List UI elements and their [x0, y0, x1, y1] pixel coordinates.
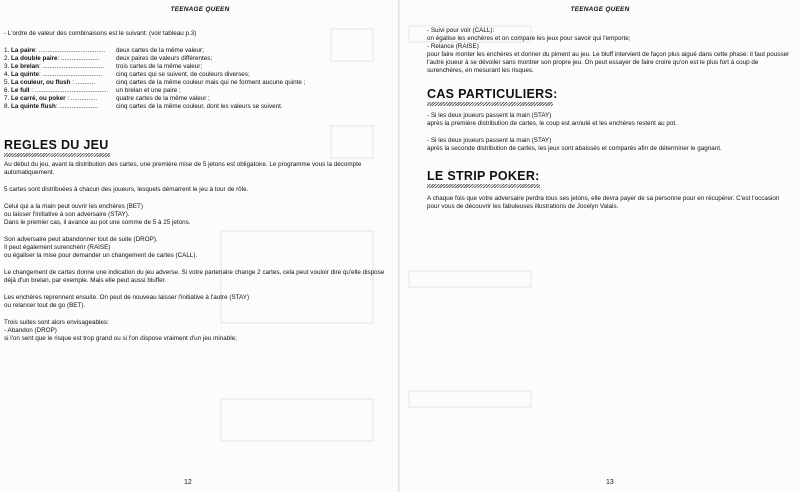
- section-cas-particuliers: [427, 87, 791, 106]
- combination-number: 8.: [4, 103, 12, 110]
- rules-paragraphs: [4, 161, 389, 343]
- paragraph: [4, 294, 389, 310]
- combination-number: 7.: [4, 95, 12, 102]
- combination-number: 4.: [4, 71, 12, 78]
- paragraph: [4, 236, 389, 260]
- combination-description: cinq cartes qui se suivent, de couleurs diverses;: [116, 71, 250, 78]
- combination-name: La paire: [11, 47, 36, 54]
- paragraph-line: Le changement de cartes donne une indication du jeu adverse. Si votre partenaire change 2 cartes, cela peut vouloir dire qu'elle dispose déjà d'un brelan, par exemple. Mais elle peut aussi bluffer.: [4, 269, 385, 284]
- paragraph-line: Il peut également surenchérir (RAISE): [4, 244, 111, 251]
- combination-name-cell: [4, 79, 116, 87]
- paragraph-line: Trois suites sont alors envisageables:: [4, 319, 109, 326]
- page-header: TEENAGE QUEEN: [170, 6, 230, 13]
- paragraph-line: - Si les deux joueurs passent la main (STAY): [427, 112, 552, 119]
- combination-name-cell: [4, 103, 116, 111]
- combination-leader: : ..................................: [39, 71, 102, 78]
- combination-number: 2.: [4, 55, 12, 62]
- combination-leader: : ...............: [65, 95, 98, 102]
- bleed-through-mark: [408, 390, 532, 408]
- combination-name: Le full: [11, 87, 30, 94]
- paragraph-line: 5 cartes sont distribuées à chacun des joueurs, lesquels démarrent le jeu à tour de rôle.: [4, 186, 249, 193]
- combination-name-cell: [4, 63, 116, 71]
- combination-name: La quinte flush: [11, 103, 56, 110]
- section-title: REGLES DU JEU: [4, 138, 109, 152]
- combination-name-cell: [4, 71, 116, 79]
- title-hatch-underline: [4, 153, 110, 157]
- combination-number: 1.: [4, 47, 12, 54]
- combination-list: [4, 47, 389, 111]
- paragraph: [427, 27, 791, 75]
- combination-leader: : ..........................................: [29, 87, 109, 94]
- combination-leader: : ...................................: [39, 63, 104, 70]
- paragraph-line: - Abandon (DROP): [4, 327, 57, 334]
- combination-description: quatre cartes de la même valeur ;: [116, 95, 210, 102]
- combination-leader: : ......................: [55, 103, 98, 110]
- paragraph-line: - Si les deux joueurs passent la main (STAY): [427, 137, 552, 144]
- page-header: TEENAGE QUEEN: [570, 6, 630, 13]
- combination-row: [4, 79, 389, 87]
- cas-particuliers-paragraphs: [427, 112, 791, 153]
- paragraph: [4, 161, 389, 177]
- combination-description: un brelan et une paire ;: [116, 87, 181, 94]
- combination-description: deux cartes de la même valeur;: [116, 47, 204, 54]
- right-page: [400, 0, 800, 492]
- combination-number: 5.: [4, 79, 12, 86]
- section-title: LE STRIP POKER:: [427, 169, 540, 183]
- paragraph-line: si l'on sent que le risque est trop grand ou si l'on dispose vraiment d'un jeu minable;: [4, 335, 237, 342]
- combos-intro: - L'ordre de valeur des combinaisons est le suivant: (voir tableau p.3): [4, 30, 197, 37]
- paragraph-line: Son adversaire peut abandonner tout de suite (DROP).: [4, 236, 158, 243]
- combination-row: [4, 47, 389, 55]
- combination-row: [4, 103, 389, 111]
- combination-number: 6.: [4, 87, 12, 94]
- section-strip-poker: [427, 169, 791, 188]
- paragraph-line: ou égaliser la mise pour demander un changement de cartes (CALL).: [4, 252, 198, 259]
- title-hatch-underline: [427, 102, 553, 106]
- combination-row: [4, 55, 389, 63]
- paragraph-line: pour faire monter les enchères et donner du piment au jeu. Le bluff intervient de façon plus aigué dans cette phase: il faut pousser l'autre joueur à se dévoiler sans montrer son propre jeu. On peut essayer de faire croire qu'on est le plus fort à coup de surenchères, en mesurant les risques.: [427, 51, 790, 74]
- combination-description: deux paires de valeurs différentes;: [116, 55, 213, 62]
- combination-description: cinq cartes de la même couleur, dont les valeurs se suivent.: [116, 103, 283, 110]
- combination-name: Le carré, ou poker: [11, 95, 66, 102]
- combination-name: La double paire: [11, 55, 58, 62]
- paragraph: [4, 319, 389, 343]
- combination-name: La quinte: [11, 71, 40, 78]
- combination-row: [4, 71, 389, 79]
- paragraph-line: Celui qui a la main peut ouvrir les enchères (BET): [4, 203, 143, 210]
- paragraph-line: - Suivi pour voir (CALL):: [427, 27, 495, 34]
- paragraph-line: on égalise les enchères et on compare les jeux pour savoir qui l'emporte;: [427, 35, 631, 42]
- combination-row: [4, 95, 389, 103]
- section-regles: [4, 138, 389, 157]
- paragraph-line: A chaque fois que votre adversaire perdra tous ses jetons, elle devra payer de sa personne pour en récupérer. C'est l'occasion pour vous de découvrir les fabuleuses illustrations de Jocelyn Valais.: [427, 195, 780, 210]
- paragraph: [4, 203, 389, 227]
- paragraph-line: ou laisser l'initiative à son adversaire (STAY).: [4, 211, 130, 218]
- strip-poker-paragraphs: [427, 195, 791, 211]
- paragraph: [4, 186, 389, 194]
- paragraph: [427, 112, 791, 128]
- top-paragraphs: [427, 27, 791, 75]
- combination-leader: : ......................................: [35, 47, 106, 54]
- combination-name-cell: [4, 47, 116, 55]
- combination-row: [4, 87, 389, 95]
- title-hatch-underline: [427, 184, 540, 188]
- bleed-through-mark: [220, 398, 374, 442]
- paragraph-line: - Relance (RAISE): [427, 43, 479, 50]
- combination-name: Le brelan: [11, 63, 40, 70]
- combination-row: [4, 63, 389, 71]
- paragraph-line: après la seconde distribution de cartes, les jeux sont abaissés et comparés afin de déterminer le gagnant.: [427, 145, 722, 152]
- paragraph: [427, 137, 791, 153]
- combination-name: La couleur, ou flush: [11, 79, 71, 86]
- combination-description: trois cartes de la même valeur;: [116, 63, 203, 70]
- combination-name-cell: [4, 95, 116, 103]
- page-number: 12: [184, 479, 192, 486]
- paragraph-line: Les enchères reprennent ensuite. On peut de nouveau laisser l'initiative à l'autre (STAY): [4, 294, 250, 301]
- paragraph: [427, 195, 791, 211]
- combination-name-cell: [4, 87, 116, 95]
- combination-description: cinq cartes de la même couleur mais qui ne forment aucune quinte ;: [116, 79, 306, 86]
- paragraph: [4, 269, 389, 285]
- combination-name-cell: [4, 55, 116, 63]
- paragraph-line: Dans le premier cas, il avance au pot une somme de 5 à 25 jetons.: [4, 219, 191, 226]
- page-number: 13: [606, 479, 614, 486]
- section-title: CAS PARTICULIERS:: [427, 87, 558, 101]
- combination-leader: : ...........: [70, 79, 95, 86]
- paragraph-line: Au début du jeu, avant la distribution des cartes, une première mise de 5 jetons est obligatoire. Le programme vous la décompte automatiquement.: [4, 161, 362, 176]
- combination-number: 3.: [4, 63, 12, 70]
- paragraph-line: ou relancer tout de go (BET).: [4, 302, 86, 309]
- left-page-body: [4, 30, 389, 343]
- right-page-body: [427, 27, 791, 211]
- combination-leader: : ......................: [57, 55, 100, 62]
- paragraph-line: après la première distribution de cartes, le coup est annulé et les enchères restent au pot.: [427, 120, 677, 127]
- bleed-through-mark: [408, 270, 532, 288]
